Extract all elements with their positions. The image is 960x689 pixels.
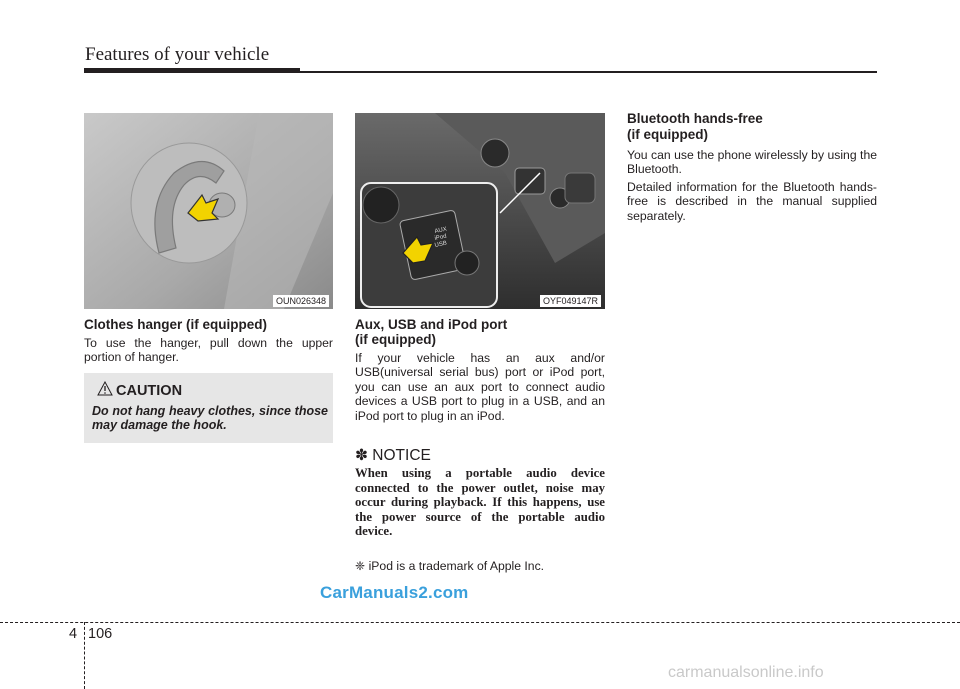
aux-usb-port-figure [355, 113, 605, 309]
caution-box [84, 373, 333, 443]
bluetooth-body-text-1: You can use the phone wirelessly by using the Bluetooth. [627, 148, 877, 177]
caution-text: Do not hang heavy clothes, since those may damage the hook. [92, 404, 328, 433]
bluetooth-section-title-line2: (if equipped) [627, 127, 708, 142]
page-header-title: Features of your vehicle [85, 44, 270, 65]
caution-title: CAUTION [116, 383, 183, 399]
trademark-note: ❈ iPod is a trademark of Apple Inc. [355, 559, 545, 573]
port-label-aux: AUX [434, 226, 448, 235]
watermark-bottom: carmanualsonline.info [668, 664, 824, 681]
hanger-section-title: Clothes hanger (if equipped) [84, 317, 268, 332]
hanger-body-text: To use the hanger, pull down the upper portion of hanger. [84, 336, 333, 365]
clothes-hanger-illustration [84, 113, 333, 309]
bluetooth-section-title-line1: Bluetooth hands-free [627, 111, 763, 126]
footer-divider [84, 622, 85, 689]
port-label-usb: USB [434, 240, 448, 249]
aux-section-title-line2: (if equipped) [355, 332, 436, 347]
figure-code: OYF049147R [540, 295, 601, 307]
notice-text: When using a portable audio device connected to the power outlet, noise may occur during playback. If this happens, use the power source of the portable audio device. [355, 466, 605, 539]
aux-body-text: If your vehicle has an aux and/or USB(universal serial bus) port or iPod port, you can use an aux port to connect audio devices a USB port to plug in a USB, and an iPod port to plug in an iPod. [355, 351, 605, 423]
chapter-number: 4 [69, 626, 78, 642]
clothes-hanger-figure [84, 113, 333, 309]
header-rule-accent [84, 68, 300, 73]
bluetooth-body-text-2: Detailed information for the Bluetooth hands-free is described in the manual supplied separately. [627, 180, 877, 223]
figure-code: OUN026348 [273, 295, 329, 307]
port-label-ipod: iPod [434, 233, 448, 242]
warning-triangle-icon [97, 381, 113, 396]
page-number: 106 [88, 626, 113, 642]
aux-usb-port-illustration [355, 113, 605, 309]
aux-section-title-line1: Aux, USB and iPod port [355, 317, 508, 332]
footer-rule [0, 622, 960, 623]
notice-title: ✽ NOTICE [355, 447, 431, 464]
watermark-link[interactable]: CarManuals2.com [320, 583, 469, 602]
